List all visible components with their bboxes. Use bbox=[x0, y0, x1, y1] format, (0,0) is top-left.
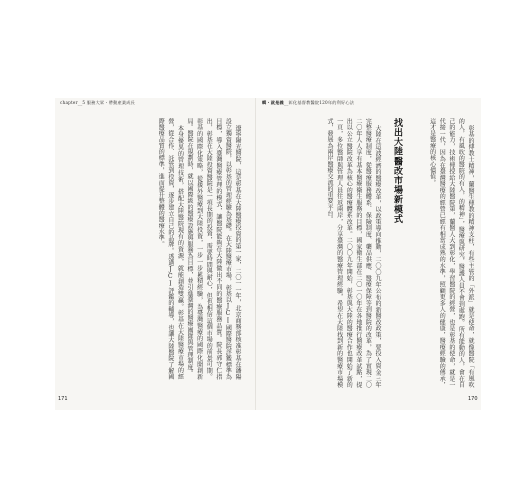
paragraph: 大陸在這波經濟的醫療改革，以政策導向推動，二〇〇九年公布的新醫改政策，要投入資金三年完整醫療制度，從醫療服務體系、保險制度、藥品供應、醫療保障等到醫院的改革，為了實現二〇二〇年人人享有基本醫療衛生服務的目標，國家衛生部在二〇一〇年在各地推行醫療改革試點，提出以公立醫院改革為核心的醫療體系改革。二〇〇九年開始，彰基與大陸的醫療合作也開始了新的一頁，多位醫師與管理人員往返兩岸，分享臺灣的醫療管理經驗，希望在大陸找到新的醫療市場模式，發展為兩岸醫療交流的重要平台。 bbox=[326, 118, 381, 388]
book-gutter bbox=[255, 98, 256, 410]
right-page-text-b bbox=[264, 118, 382, 388]
left-page-text bbox=[42, 118, 242, 380]
paragraph: 本身優異的管理技術，搭配大陸醫院現有的資源，就能創造雙贏。彰基在大陸醫療市場的經營，從合作、託管到投資，逐步建立自己的品牌。透過JCI評鑑的輔導，也讓大陸醫院了解國際醫療品質的標準，進而提升整體的醫療水準。 bbox=[157, 118, 184, 380]
running-head-right bbox=[262, 100, 354, 106]
page-number-right: 170 bbox=[468, 396, 478, 402]
section-heading: 找出大陸醫改市場新模式 bbox=[392, 118, 402, 224]
running-head-right-text: __彰化基督教醫院120年的利好心法 bbox=[283, 100, 355, 105]
page-number-left: 171 bbox=[58, 396, 68, 402]
running-head-left: chapter__5 服務大眾・帶動產業成長 bbox=[60, 100, 136, 105]
right-page-text-a bbox=[407, 118, 475, 388]
paragraph: 遼寧陽光醫院，這是彰基在大陸醫療投資的第一家，二〇一一年，北京商務部核准彰基在瀋陽設立獨資醫院，以彰基的管理經驗為基礎。在大陸醫療市場，彰基以JCI國際醫院評鑑標準為目標，導入臺灣醫療管理的模式，讓醫院能夠在大陸做出不同的醫療服務品質。院長郭守仁指出，彰基在大陸投資醫院是一項長期的投資，需要時間與耐心，但也相信這個市場的前景可期。彰基的國際化策略，從援外醫療到大陸投資，一步一步累積經驗，為臺灣醫療的國際化開創新局。醫院在規劃時，就以國際級的醫療設施與服務為目標，並引進臺灣的醫療團隊與管理制度。 bbox=[186, 118, 241, 380]
running-head-right-bold: 輯・就是義 bbox=[262, 100, 284, 105]
paragraph: 彰基的傳教士精神，蘭醫生傳教的精神支柱，有些主管的「外派」就是使命，就像醫院「有風吹的人，有風吹的醫院的有人，的精神」，醫療與研究，醫護人員不會到處跑。所有能動的人，會在自己的能力，技術傳授給大陸醫院第，蘭醫人大到彰化，學習醫院的經營，也是彰基的使命，就是一代接一代，因為在臺灣醫療的經營已經有相當成熟的水準，照顧更多人的健康，醫療經驗的傳承，這才是醫療的核心價值。 bbox=[428, 118, 474, 388]
